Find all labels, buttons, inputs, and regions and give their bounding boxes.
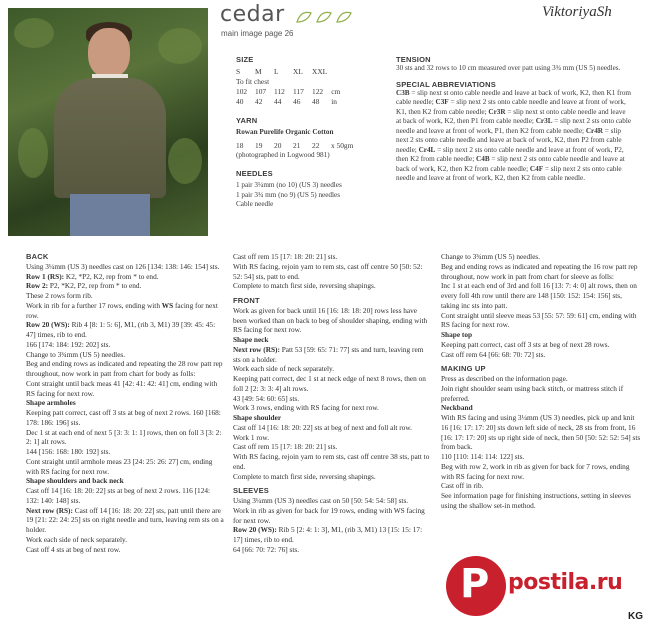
- instruction: Complete to match first side, reversing shapings.: [233, 471, 376, 481]
- instruction: See information page for finishing instructions, setting in sleeves using the shallow set-in method.: [441, 491, 631, 510]
- in-unit: in: [331, 97, 337, 106]
- neckband-heading: Neckband: [441, 403, 473, 413]
- tension-abbreviations-block: [396, 55, 632, 184]
- instruction: Keeping patt correct, cast off 3 sts at beg of next 2 rows. 160 [168: 178: 186: 196] sts.: [26, 408, 221, 427]
- instruction: Work in rib as given for back for 19 rows, ending with WS facing for next row.: [233, 505, 425, 525]
- instruction: Beg and ending rows as indicated and repeating the 16 row patt rep throughout, now work in patt from chart for sleeve as folls:: [441, 261, 638, 281]
- model-photo: [8, 8, 208, 236]
- shape-shoulders-heading: Shape shoulders and back neck: [26, 476, 124, 486]
- cm-unit: cm: [331, 87, 341, 96]
- instruction: Cast off in rib.: [441, 481, 484, 491]
- size-label: XXL: [312, 67, 328, 76]
- needles-line: 1 pair 3¾ mm (no 9) (US 5) needles: [236, 190, 340, 199]
- to-fit-label: To fit chest: [236, 77, 270, 86]
- instruction: 144 [156: 168: 180: 192] sts.: [26, 447, 111, 456]
- chest-cm: 102: [236, 87, 248, 96]
- shape-shoulder-heading: Shape shoulder: [233, 413, 282, 422]
- instruction: Cast off 14 [16: 18: 20: 22] sts at beg of next 2 rows. 116 [124: 132: 140: 148] sts.: [26, 486, 211, 505]
- instruction: Join right shoulder seam using back stitch, or mattress stitch if preferred.: [441, 383, 624, 403]
- back-heading: BACK: [26, 252, 49, 261]
- instruction: Cont straight until armhole meas 23 [24: 25: 26: 27] cm, ending with RS facing for next row.: [26, 456, 213, 476]
- instruction: Using 3¼mm (US 3) needles cast on 50 [50: 54: 54: 58] sts.: [233, 496, 409, 505]
- instruction: Beg with row 2, work in rib as given for back for 7 rows, ending with RS facing for next row.: [441, 461, 630, 481]
- chest-in: 44: [274, 97, 282, 106]
- chest-cm: 117: [293, 87, 304, 96]
- size-label: L: [274, 67, 279, 76]
- chest-cm: 122: [312, 87, 324, 96]
- leaves-icon: [295, 10, 357, 24]
- instruction: With RS facing, rejoin yarn to rem sts, cast off centre 38 sts, patt to end.: [233, 452, 430, 471]
- abbreviations-heading: SPECIAL ABBREVIATIONS: [396, 79, 496, 89]
- chest-in: 40: [236, 97, 244, 106]
- instructions-column-2: [233, 252, 430, 555]
- instruction: Using 3¼mm (US 3) needles cast on 126 [134: 138: 146: 154] sts.: [26, 261, 220, 271]
- instruction: Inc 1 st at each end of 3rd and foll 16 [13: 7: 4: 0] alt rows, then on every foll 4th row until there are 148 [150: 152: 154: 156] sts, taking inc sts into patt.: [441, 281, 637, 310]
- chest-cm: 107: [255, 87, 267, 96]
- instruction: Dec 1 st at each end of next 5 [3: 3: 1: 1] rows, then on foll 3 [3: 2: 2: 1] alt rows.: [26, 427, 222, 447]
- instruction: 43 [49: 54: 60: 65] sts.: [233, 393, 300, 403]
- instruction: Cast off rem 15 [17: 18: 20: 21] sts.: [233, 252, 338, 261]
- yarn-table: [236, 141, 357, 151]
- instruction: Cast off rem 64 [66: 68: 70: 72] sts.: [441, 349, 546, 359]
- logo-letter: P: [460, 561, 490, 607]
- pattern-title: cedar: [220, 2, 285, 27]
- instruction: Work each side of neck separately.: [26, 534, 128, 544]
- yarn-unit: x 50gm: [331, 140, 354, 150]
- spec-block: [236, 55, 391, 210]
- page-mark: KG: [628, 611, 643, 622]
- chest-in: 46: [293, 97, 301, 106]
- watermark-site: postila.ru: [508, 570, 623, 595]
- yarn-balls: 18: [236, 140, 244, 150]
- shape-armholes-heading: Shape armholes: [26, 398, 76, 408]
- instruction: Row 20 (WS): Rib 4 [8: 1: 5: 6], M1, (rib 3, M1) 39 [39: 45: 45: 47] times, rib to end.: [26, 320, 216, 339]
- instructions-column-3: [441, 252, 641, 511]
- yarn-name: Rowan Purelife Organic Cotton: [236, 128, 334, 136]
- instruction: Work as given for back until 16 [16: 18: 18: 20] rows less have been worked than on back to beg of shoulder shaping, ending with RS facing for next row.: [233, 305, 428, 335]
- sleeves-heading: SLEEVES: [233, 486, 269, 496]
- instruction: Beg and ending rows as indicated and repeating the 28 row patt rep throughout, now work in patt from chart for body as folls:: [26, 359, 223, 378]
- size-table: [236, 67, 344, 107]
- chest-in: 42: [255, 97, 263, 106]
- instruction: 64 [66: 70: 72: 76] sts.: [233, 544, 300, 554]
- instruction: 166 [174: 184: 192: 202] sts.: [26, 339, 111, 349]
- front-heading: FRONT: [233, 296, 260, 305]
- instructions-column-1: [26, 252, 224, 554]
- page-reference: main image page 26: [221, 29, 294, 38]
- instruction: Cast off 4 sts at beg of next row.: [26, 544, 121, 554]
- abbreviations-text: C3B = slip next st onto cable needle and leave at back of work, K2, then K1 from cable needle; C3F = slip next 2 sts onto cable needle and leave at front of work, K1, then K2 from cable needle; Cr3R = slip next st onto cable needle and leave at back of work, K2, then P1 from cable needle; Cr3L = slip next 2 sts onto cable needle and leave at front of work, P1, then K2 from cable needle; Cr4R = slip next 2 sts onto cable needle and leave at back of work, K2, then P2 from cable needle; Cr4L = slip next 2 sts onto cable needle and leave at front of work, P2, then K2 from cable needle; C4B = slip next 2 sts onto cable needle and leave at back of work, K2, then K2 from cable needle; C4F = slip next 2 sts onto cable needle and leave at front of work, K2, then K2 from cable needle.: [396, 88, 632, 182]
- instruction: Change to 3¾mm (US 5) needles.: [441, 252, 541, 261]
- instruction: Cont straight until back meas 41 [42: 41: 42: 41] cm, ending with RS facing for next row.: [26, 378, 218, 398]
- instruction: 110 [110: 114: 114: 122] sts.: [441, 452, 525, 461]
- instruction: Keeping patt correct, dec 1 st at neck edge of next 8 rows, then on foll 2 [2: 3: 3: 4] alt rows.: [233, 374, 426, 393]
- instruction: Work 3 rows, ending with RS facing for next row.: [233, 403, 379, 413]
- yarn-balls: 19: [255, 140, 263, 150]
- tension-heading: TENSION: [396, 55, 431, 64]
- yarn-note: (photographed in Logwood 981): [236, 150, 330, 159]
- chest-in: 48: [312, 97, 320, 106]
- size-label: S: [236, 67, 241, 76]
- instruction: Work each side of neck separately.: [233, 364, 335, 374]
- instruction: Cast off 14 [16: 18: 20: 22] sts at beg of next and foll alt row.: [233, 422, 412, 432]
- yarn-balls: 21: [293, 140, 301, 150]
- instruction: Cast off rem 15 [17: 18: 20: 21] sts.: [233, 442, 338, 452]
- designer-signature: ViktoriyaSh: [542, 4, 612, 20]
- instruction: With RS facing and using 3¼mm (US 3) needles, pick up and knit 16 [16: 17: 17: 20] sts down left side of neck, 28 sts from front, 16 [16: 17: 17: 20] sts up right side of neck, then 50 [50: 52: 52: 54] sts from back.: [441, 413, 641, 452]
- instruction: Keeping patt correct, cast off 3 sts at beg of next 28 rows.: [441, 339, 610, 349]
- yarn-balls: 22: [312, 140, 320, 150]
- yarn-balls: 20: [274, 140, 282, 150]
- size-label: M: [255, 67, 262, 76]
- instruction: Row 20 (WS): Rib 5 [2: 4: 1: 3], M1, (rib 3, M1) 13 [15: 15: 17: 17] times, rib to end.: [233, 525, 423, 544]
- instruction: Work 1 row.: [233, 432, 270, 442]
- instruction: These 2 rows form rib.: [26, 291, 93, 300]
- needles-line: Cable needle: [236, 200, 274, 209]
- instruction: Next row (RS): Patt 53 [59: 65: 71: 77] sts and turn, leaving rem sts on a holder.: [233, 344, 424, 364]
- tension-text: 30 sts and 32 rows to 10 cm measured over patt using 3¾ mm (US 5) needles.: [396, 64, 621, 72]
- instruction: Press as described on the information page.: [441, 374, 568, 383]
- needles-heading: NEEDLES: [236, 169, 273, 179]
- instruction: Complete to match first side, reversing shapings.: [233, 281, 376, 291]
- instruction: Work in rib for a further 17 rows, ending with WS facing for next row.: [26, 300, 218, 320]
- shape-neck-heading: Shape neck: [233, 335, 269, 344]
- instruction: Row 2: P2, *K2, P2, rep from * to end.: [26, 281, 142, 291]
- size-heading: SIZE: [236, 55, 254, 64]
- size-label: XL: [293, 67, 303, 76]
- instruction: Cont straight until sleeve meas 53 [55: 57: 59: 61] cm, ending with RS facing for next row.: [441, 310, 637, 330]
- instruction: Change to 3¾mm (US 5) needles.: [26, 349, 126, 359]
- shape-top-heading: Shape top: [441, 330, 473, 339]
- making-up-heading: MAKING UP: [441, 364, 486, 374]
- chest-cm: 112: [274, 87, 285, 96]
- instruction: With RS facing, rejoin yarn to rem sts, cast off centre 50 [50: 52: 52: 54] sts, patt to end.: [233, 261, 423, 281]
- instruction: Row 1 (RS): K2, *P2, K2, rep from * to end.: [26, 271, 159, 281]
- instruction: Next row (RS): Cast off 14 [16: 18: 20: 22] sts, patt until there are 19 [21: 22: 24: 25] sts on right needle and turn, leaving rem sts on a holder.: [26, 505, 224, 534]
- yarn-heading: YARN: [236, 116, 258, 125]
- needles-line: 1 pair 3¼mm (no 10) (US 3) needles: [236, 181, 342, 190]
